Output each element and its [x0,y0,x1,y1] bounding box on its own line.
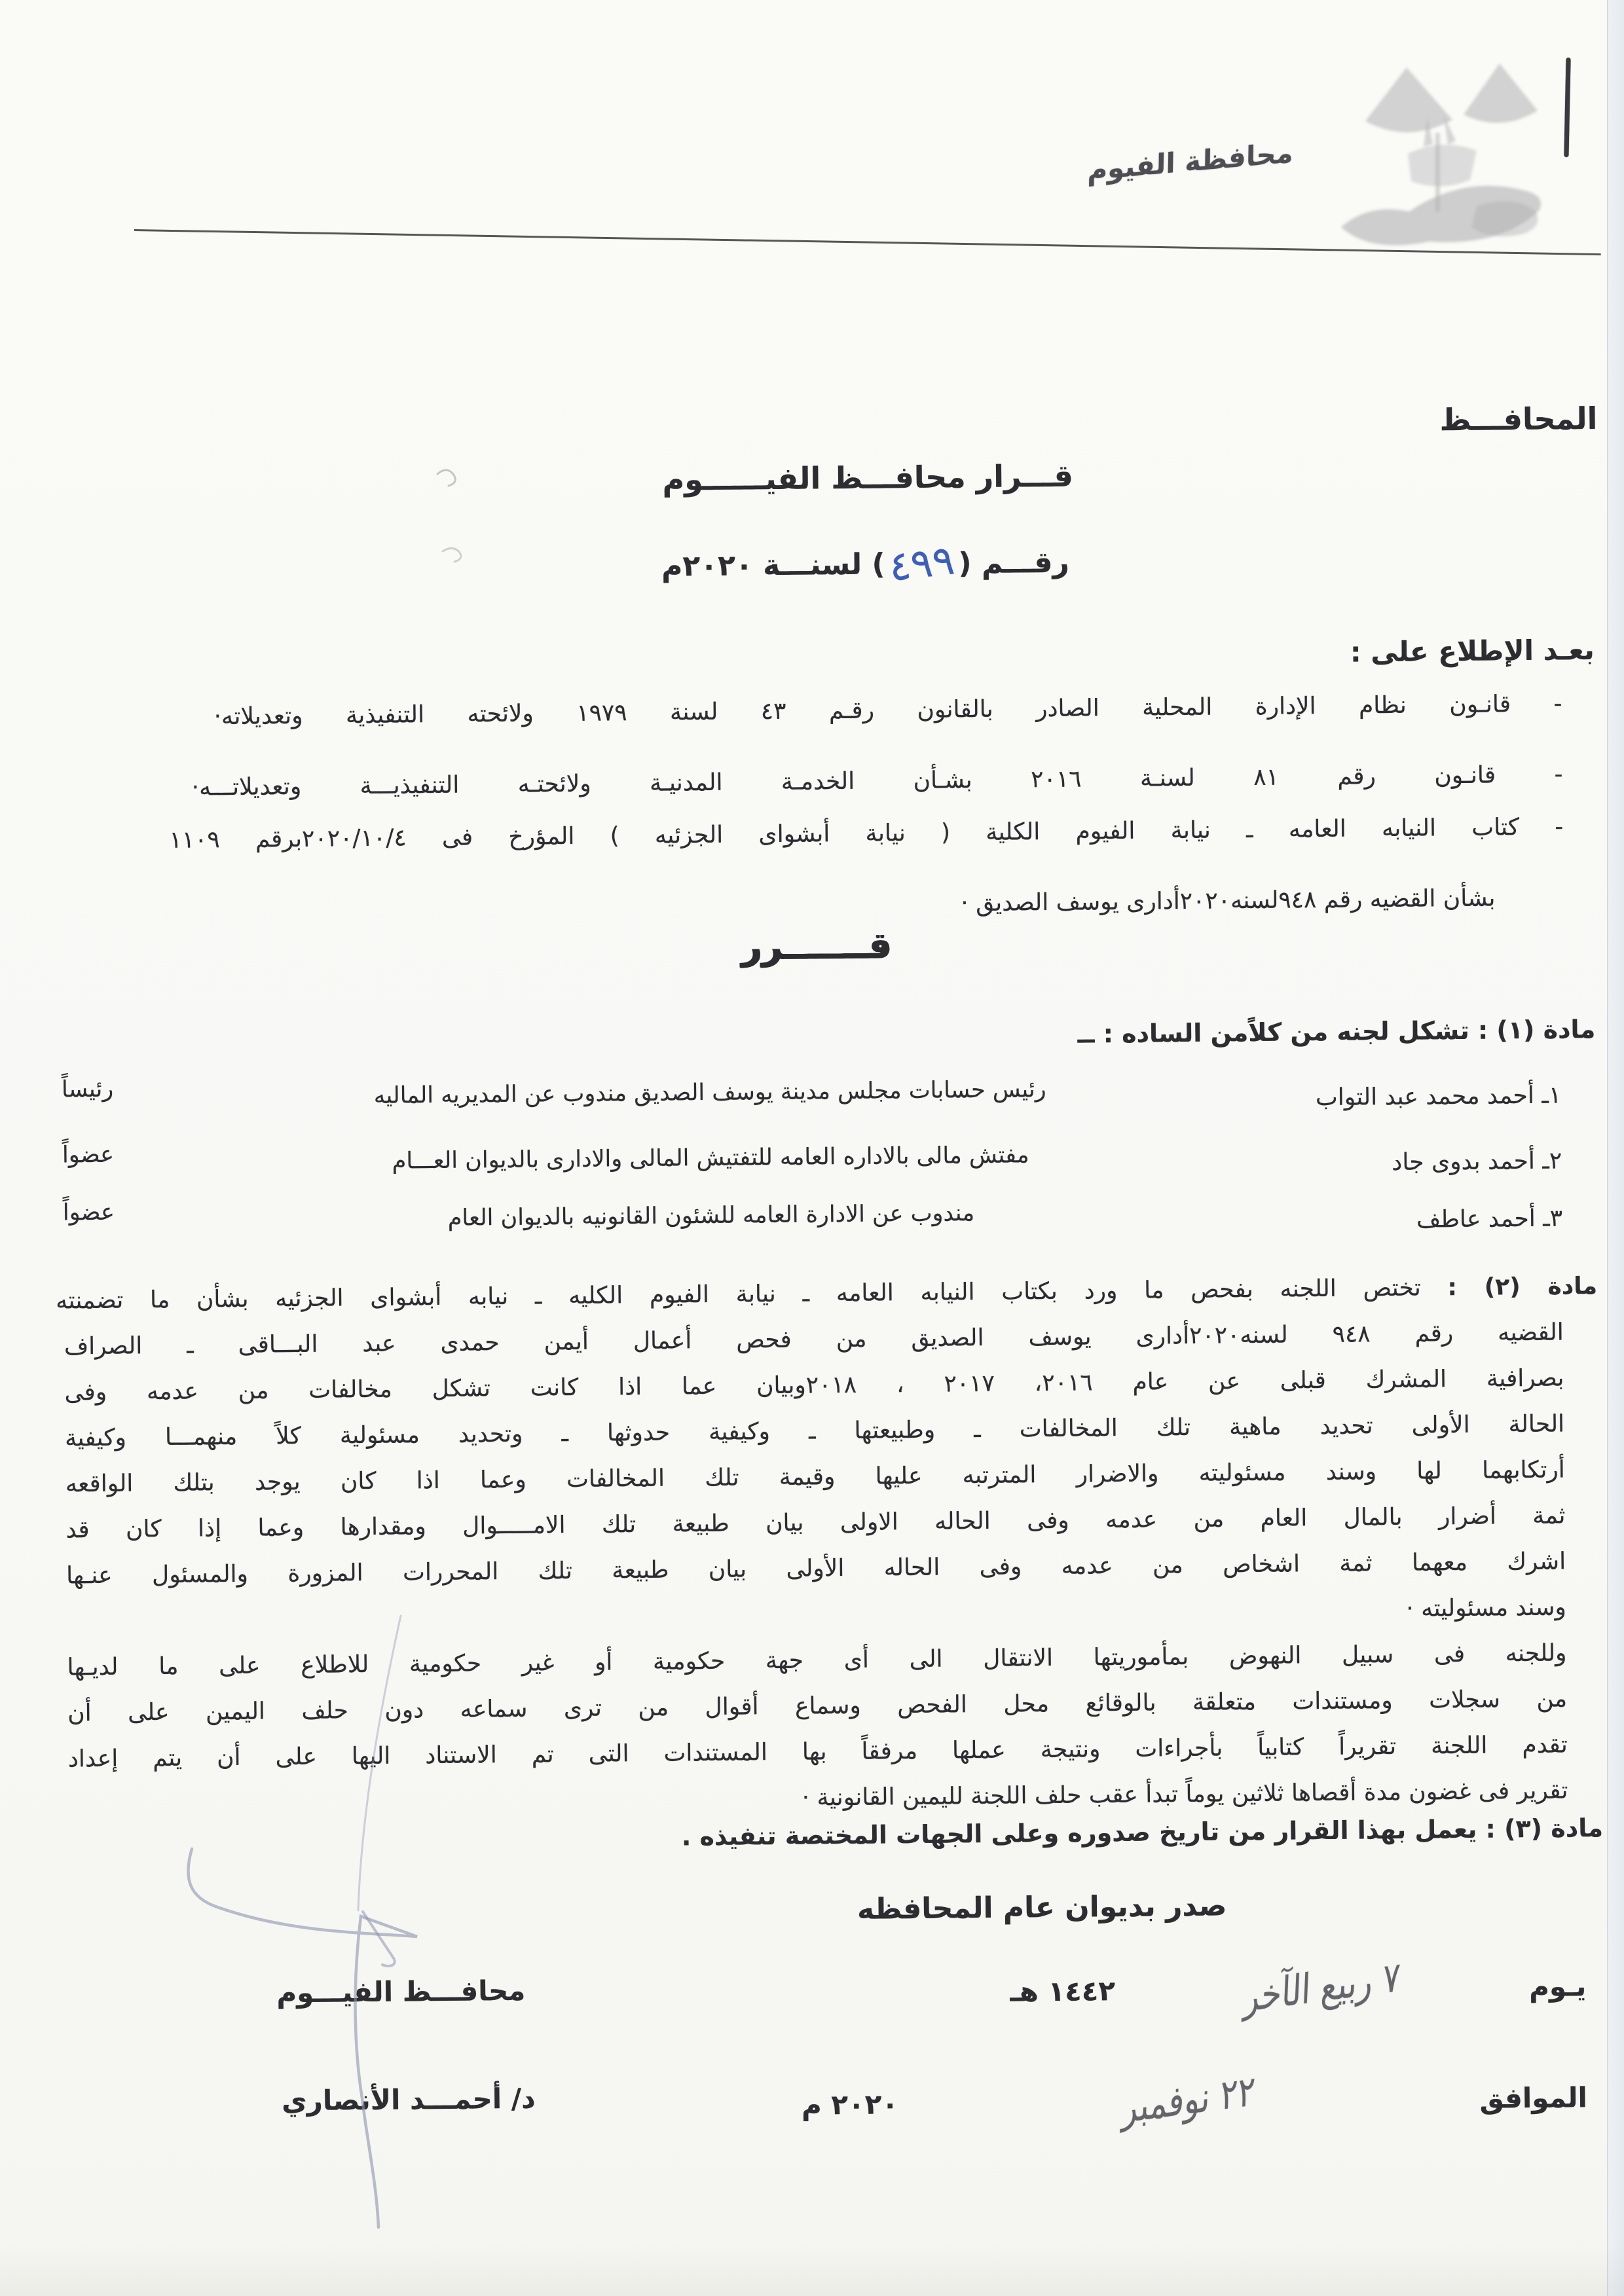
preamble-item: - كتاب النيابه العامه ـ نيابة الفيوم الكلية ( نيابة أبشواى الجزئيه ) المؤرخ فى ٢٠٢٠/١٠/٤برقم ١١٠٩ [169,813,1564,854]
member-capacity: عضواً [62,1199,115,1226]
article2-line: تقدم اللجنة تقريراً كتابياً بأجراءات ونتيجة عملها مرفقاً بها المستندات التى تم الاستناد اليها على أن يتم إعداد [67,1731,1568,1773]
preamble-item-continuation: بشأن القضيه رقم ٩٤٨لسنه٢٠٢٠أدارى يوسف الصديق · [961,884,1496,917]
decree-number-suffix: ) لسنـــة ٢٠٢٠م [661,547,885,583]
member-name: ١ـ أحمد محمد عبد التواب [1315,1082,1562,1112]
member-role: مندوب عن الادارة العامه للشئون القانونيه بالديوان العام [447,1200,975,1231]
article2-line: بصرافية المشرك قبلى عن عام ٢٠١٦، ٢٠١٧ ، ٢٠١٨وبيان عما اذا كانت تشكل مخالفات من عدمه وفى [64,1364,1564,1406]
article2-line: وسند مسئوليته · [1406,1594,1566,1622]
decree-title: قـــرار محافـــظ الفيــــــوم [662,458,1074,498]
article2-line: اشرك معهما ثمة اشخاص من عدمه وفى الحاله الأولى بيان طبيعة تلك المحررات المزورة والمسئول عنـها [66,1548,1566,1590]
issued-line: صدر بديوان عام المحافظه [857,1889,1227,1926]
member-name: ٣ـ أحمد عاطف [1416,1205,1563,1233]
hijri-year: ١٤٤٢ هـ [1010,1975,1116,2008]
committee-row [61,1076,1562,1123]
hijri-date-line [1010,1952,1587,2022]
article2-paragraph [55,1269,1598,1834]
decree-number-line [616,534,1115,591]
member-capacity: رئيساً [61,1076,114,1103]
article2-line: الحالة الأولى تحديد ماهية تلك المخالفات ـ وطبيعتها ـ وكيفية حدوثها ـ وتحديد مسئولية كلاً منهمـــا وكيفية [64,1410,1565,1452]
handwritten-hijri-day: ٧ ربيع الآخر [1242,1952,1402,2022]
signer-title: محافـــظ الفيـــوم [276,1974,526,2009]
gregorian-year: ٢٠٢٠ م [801,2088,899,2121]
committee-row [62,1141,1562,1189]
member-capacity: عضواً [62,1141,115,1169]
governorate-stamp-text: محافظة الفيوم [1086,136,1293,187]
hijri-day-label: يـوم [1528,1970,1587,2003]
member-role: رئيس حسابات مجلس مدينة يوسف الصديق مندوب عن المديريه الماليه [373,1076,1046,1109]
article2-line: تقرير فى غضون مدة أقصاها ثلاثين يوماً تبدأ عقب حلف اللجنة لليمين القانونية · [802,1777,1568,1812]
article2-line: أرتكابهما لها وسند مسئوليته والاضرار المترتبه عليها وقيمة تلك المخالفات وعما اذا كان يوجد بتلك الواقعه [65,1456,1565,1498]
governor-heading: المحافـــظ [1439,400,1598,438]
gregorian-date-line [801,2066,1588,2133]
article2-line: ثمة أضرار بالمال العام من عدمه وفى الحاله الاولى بيان طبيعة تلك الامـــــوال ومقدارها وعما إذا كان قد [65,1502,1566,1544]
member-role: مفتش مالى بالاداره العامه للتفتيش المالى والادارى بالديوان العـــام [392,1142,1029,1175]
article1-heading: مادة (١) : تشكل لجنه من كلاًمن الساده : ــ [1077,1015,1596,1049]
article2-line: من سجلات ومستندات متعلقة بالوقائع محل الفحص وسماع أقوال من ترى سماعه دون حلف اليمين على أن [67,1685,1568,1727]
preamble-heading: بعـد الإطلاع على : [1350,634,1595,668]
preamble-item: - قانـون نظام الإدارة المحلية الصادر بالقانون رقـم ٤٣ لسنة ١٩٧٩ ولائحته التنفيذية وتعديلاته· [213,690,1562,731]
member-name: ٢ـ أحمد بدوى جاد [1392,1147,1562,1176]
article2-label: مادة (٢) : [1447,1273,1598,1302]
article3-line: مادة (٣) : يعمل بهذا القرار من تاريخ صدوره وعلى الجهات المختصة تنفيذه . [681,1813,1604,1851]
preamble-item: - قانـون رقم ٨١ لسنـة ٢٠١٦ بشـأن الخدمـة المدنيـة ولائحتـه التنفيذيـــة وتعديلاتـــه· [191,761,1563,801]
article2-line: مادة (٢) : تختص اللجنه بفحص ما ورد بكتاب النيابه العامه ـ نيابة الفيوم الكليه ـ نيابه أبشواى الجزئيه بشأن ما تضمنته [55,1273,1598,1315]
signer-name: د/ أحمـــد الأنصاري [281,2082,536,2117]
committee-row [62,1199,1563,1247]
article2-line: وللجنه فى سبيل النهوض بمأموريتها الانتقال الى أى جهة حكومية أو غير حكومية للاطلاع على ما لديـها [67,1639,1567,1681]
decree-number-prefix: رقـــم ( [958,545,1069,581]
handwritten-gregorian-date: ٢٢ نوفمبر [1121,2066,1257,2133]
article2-line: القضيه رقم ٩٤٨ لسنه٢٠٢٠أدارى يوسف الصديق من فحص أعمال أيمن حمدى عبد البـــاقى ـ الصراف [64,1319,1564,1360]
decision-word: قـــــــرر [741,924,892,968]
gregorian-label: الموافق [1479,2081,1588,2115]
decree-number-value: ٤٩٩ [886,536,957,591]
